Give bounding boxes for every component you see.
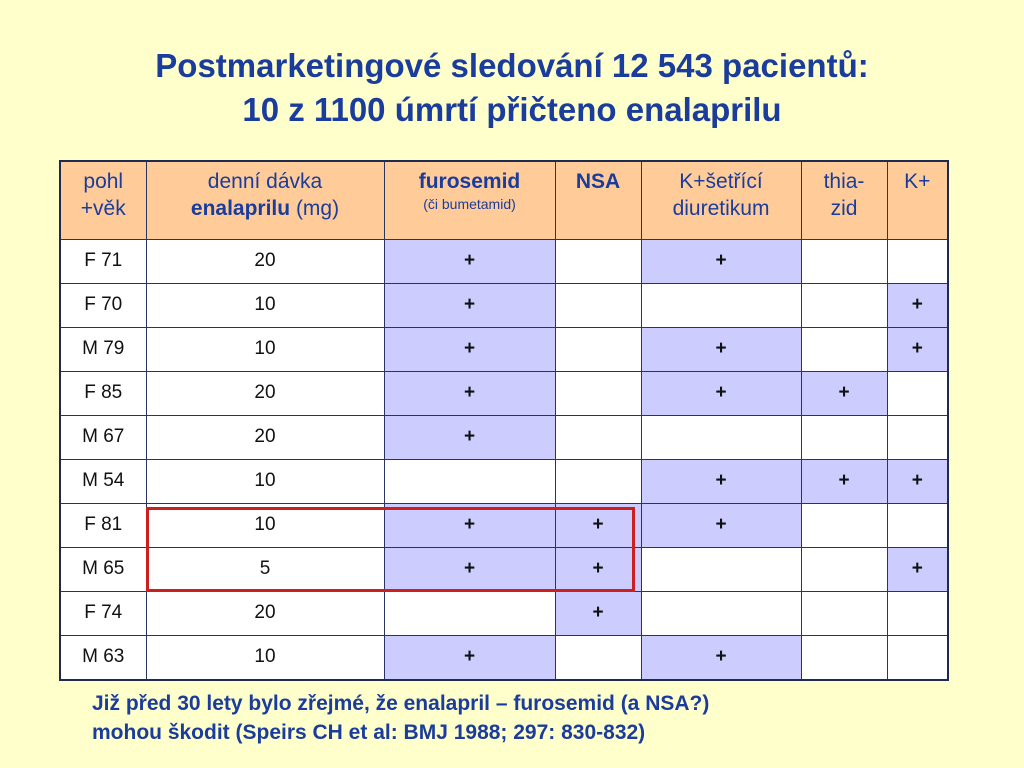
- header-k-plus-label: K+: [904, 170, 931, 193]
- cell-thiazid: +: [801, 371, 887, 415]
- table-row: [60, 635, 948, 680]
- table-row: [60, 239, 948, 283]
- cell-thiazid: [801, 415, 887, 459]
- cell-thiazid: [801, 591, 887, 635]
- header-k-plus: [887, 161, 948, 239]
- cell-dose: 20: [146, 591, 384, 635]
- cell-nsa: [555, 283, 641, 327]
- cell-k-plus: +: [887, 547, 948, 591]
- cell-k-sparing: +: [641, 503, 801, 547]
- cell-dose: 10: [146, 635, 384, 680]
- cell-k-plus: [887, 503, 948, 547]
- cell-k-plus: +: [887, 459, 948, 503]
- header-thiazid-line2: zid: [830, 197, 858, 220]
- cell-nsa: +: [555, 547, 641, 591]
- cell-furosemid: [384, 591, 555, 635]
- header-k-sparing-line2: diuretikum: [672, 197, 770, 220]
- table-row: [60, 459, 948, 503]
- footnote-line-2: mohou škodit (Speirs CH et al: BMJ 1988; 297: 830-832): [92, 721, 646, 744]
- slide-title-line-2: 10 z 1100 úmrtí přičteno enalaprilu: [242, 91, 782, 128]
- cell-dose: 10: [146, 327, 384, 371]
- cell-dose: 20: [146, 371, 384, 415]
- cell-patient: F 70: [60, 283, 146, 327]
- cell-k-plus: [887, 635, 948, 680]
- cell-k-plus: [887, 415, 948, 459]
- header-sex-age-line1: pohl: [83, 170, 124, 193]
- cell-furosemid: +: [384, 415, 555, 459]
- cell-nsa: [555, 239, 641, 283]
- cell-k-sparing: +: [641, 239, 801, 283]
- footnote: [92, 689, 709, 747]
- table-row: [60, 503, 948, 547]
- cell-k-plus: [887, 371, 948, 415]
- table-row: [60, 283, 948, 327]
- header-dose-unit: (mg): [295, 197, 340, 220]
- header-thiazid: [801, 161, 887, 239]
- cell-furosemid: +: [384, 239, 555, 283]
- cell-furosemid: +: [384, 371, 555, 415]
- cell-nsa: [555, 459, 641, 503]
- cell-k-plus: [887, 591, 948, 635]
- cell-patient: M 54: [60, 459, 146, 503]
- header-furosemid: [384, 161, 555, 239]
- cell-dose: 10: [146, 459, 384, 503]
- cell-nsa: [555, 371, 641, 415]
- cell-k-sparing: [641, 591, 801, 635]
- cell-dose: 10: [146, 503, 384, 547]
- slide-title-line-1: Postmarketingové sledování 12 543 pacientů:: [155, 47, 869, 84]
- cell-furosemid: +: [384, 327, 555, 371]
- cell-furosemid: +: [384, 547, 555, 591]
- cell-k-plus: [887, 239, 948, 283]
- table-row: [60, 371, 948, 415]
- cell-thiazid: [801, 503, 887, 547]
- cell-furosemid: +: [384, 635, 555, 680]
- cell-patient: F 71: [60, 239, 146, 283]
- header-nsa-label: NSA: [575, 170, 621, 193]
- cell-thiazid: [801, 635, 887, 680]
- cell-patient: M 65: [60, 547, 146, 591]
- cell-furosemid: [384, 459, 555, 503]
- cell-patient: M 67: [60, 415, 146, 459]
- cell-thiazid: [801, 547, 887, 591]
- header-sex-age-line2: +věk: [80, 197, 126, 220]
- cell-patient: M 63: [60, 635, 146, 680]
- patient-table: [59, 160, 949, 681]
- cell-k-sparing: [641, 283, 801, 327]
- cell-dose: 10: [146, 283, 384, 327]
- cell-furosemid: +: [384, 503, 555, 547]
- slide-title: [0, 44, 1024, 132]
- cell-thiazid: [801, 327, 887, 371]
- cell-k-sparing: +: [641, 371, 801, 415]
- cell-thiazid: [801, 239, 887, 283]
- table-row: [60, 591, 948, 635]
- footnote-line-1: Již před 30 lety bylo zřejmé, že enalapril – furosemid (a NSA?): [92, 692, 710, 715]
- cell-k-sparing: +: [641, 635, 801, 680]
- table-header-row: [60, 161, 948, 239]
- header-dose-drug: enalaprilu: [190, 197, 291, 220]
- cell-nsa: +: [555, 591, 641, 635]
- header-thiazid-line1: thia-: [823, 170, 865, 193]
- cell-k-sparing: +: [641, 327, 801, 371]
- table-row: [60, 547, 948, 591]
- header-dose-line1: denní dávka: [207, 170, 323, 193]
- cell-k-sparing: [641, 547, 801, 591]
- header-k-sparing: [641, 161, 801, 239]
- cell-furosemid: +: [384, 283, 555, 327]
- cell-nsa: +: [555, 503, 641, 547]
- cell-patient: F 81: [60, 503, 146, 547]
- table-row: [60, 415, 948, 459]
- cell-k-sparing: +: [641, 459, 801, 503]
- header-furosemid-label: furosemid: [418, 170, 521, 193]
- cell-k-sparing: [641, 415, 801, 459]
- cell-nsa: [555, 327, 641, 371]
- cell-dose: 5: [146, 547, 384, 591]
- header-k-sparing-line1: K+šetřící: [679, 170, 763, 193]
- header-dose: [146, 161, 384, 239]
- cell-nsa: [555, 635, 641, 680]
- table-row: [60, 327, 948, 371]
- cell-dose: 20: [146, 415, 384, 459]
- cell-nsa: [555, 415, 641, 459]
- cell-thiazid: [801, 283, 887, 327]
- cell-k-plus: +: [887, 327, 948, 371]
- cell-patient: M 79: [60, 327, 146, 371]
- cell-patient: F 85: [60, 371, 146, 415]
- cell-thiazid: +: [801, 459, 887, 503]
- cell-k-plus: +: [887, 283, 948, 327]
- cell-dose: 20: [146, 239, 384, 283]
- header-nsa: [555, 161, 641, 239]
- cell-patient: F 74: [60, 591, 146, 635]
- header-sex-age: [60, 161, 146, 239]
- header-furosemid-sub: (či bumetamid): [423, 196, 516, 212]
